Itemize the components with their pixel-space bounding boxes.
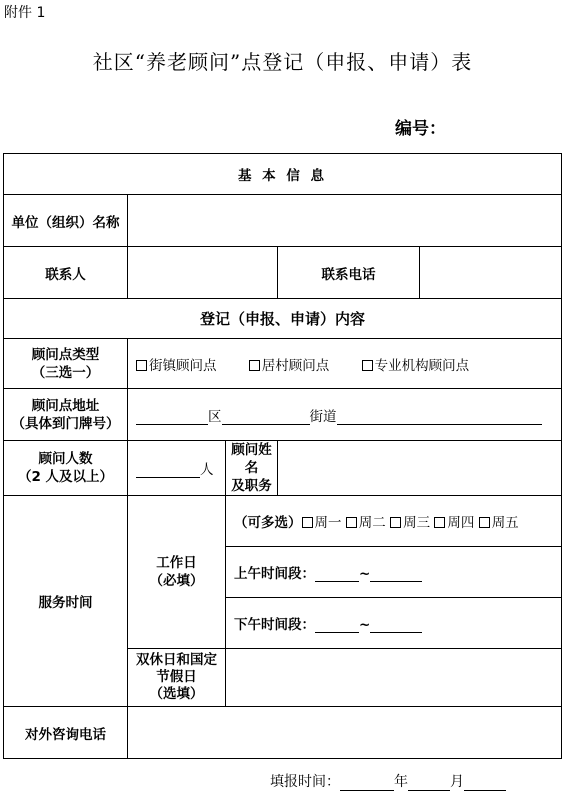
option-street-town[interactable]: [136, 358, 217, 374]
point-type-label-line2: （三选一）: [31, 364, 100, 381]
house-number-blank[interactable]: [337, 410, 542, 425]
advisor-name-label-line1: 顾问姓名: [231, 442, 272, 476]
workday-label-line1: 工作日: [156, 555, 197, 571]
option-professional-institution[interactable]: [362, 358, 470, 374]
advisor-count-label-line2: （2 人及以上）: [17, 469, 114, 485]
weekday-options: [226, 496, 562, 547]
afternoon-label: 下午时间段：: [234, 617, 315, 633]
advisor-name-field[interactable]: [278, 441, 562, 496]
serial-number-label: 编号：: [395, 119, 446, 139]
weekday-label: 周三: [403, 515, 431, 531]
tilde: ~: [359, 566, 371, 582]
street-blank[interactable]: [222, 410, 310, 425]
fill-time: [270, 771, 506, 791]
morning-start-blank[interactable]: [315, 567, 359, 582]
afternoon-time-row: [226, 598, 562, 649]
weekday-label: 周五: [491, 515, 519, 531]
street-label: 街道: [309, 408, 337, 425]
advisor-count-field[interactable]: [128, 441, 226, 496]
year-blank[interactable]: [340, 776, 394, 791]
external-phone-label: 对外咨询电话: [4, 707, 128, 759]
contact-person-label: 联系人: [4, 247, 128, 299]
contact-person-field[interactable]: [128, 247, 278, 299]
checkbox-icon[interactable]: [346, 517, 357, 528]
morning-time-row: [226, 547, 562, 598]
fill-time-label: 填报时间：: [270, 774, 340, 790]
advisor-name-label-line2: 及职务: [231, 478, 272, 494]
option-label: 街镇顾问点: [149, 357, 217, 374]
org-name-label: 单位（组织）名称: [4, 195, 128, 247]
month-label: 月: [450, 774, 464, 790]
checkbox-icon[interactable]: [479, 517, 490, 528]
point-type-label-line1: 顾问点类型: [31, 346, 100, 363]
point-type-options: [128, 339, 562, 389]
weekday-label: 周四: [447, 515, 475, 531]
checkbox-icon[interactable]: [136, 360, 147, 371]
weekday-mon[interactable]: [302, 515, 342, 531]
day-blank[interactable]: [464, 776, 506, 791]
year-label: 年: [394, 774, 408, 790]
weekday-label: 周一: [314, 515, 342, 531]
checkbox-icon[interactable]: [362, 360, 373, 371]
advisor-count-label: [4, 441, 128, 496]
morning-label: 上午时间段：: [234, 566, 315, 582]
checkbox-icon[interactable]: [249, 360, 260, 371]
weekday-tue[interactable]: [346, 515, 386, 531]
point-type-label: [4, 339, 128, 389]
section-basic-info: 基 本 信 息: [4, 154, 562, 195]
holiday-label-line3: （选填）: [149, 686, 204, 702]
weekday-fri[interactable]: [479, 515, 519, 531]
phone-field[interactable]: [420, 247, 562, 299]
address-label-line1: 顾问点地址: [31, 397, 100, 414]
count-blank[interactable]: [136, 463, 200, 478]
holiday-label: [128, 649, 226, 707]
holiday-label-line2: 节假日: [156, 669, 197, 685]
checkbox-icon[interactable]: [390, 517, 401, 528]
section-registration-content: 登记（申报、申请）内容: [4, 299, 562, 339]
option-label: 专业机构顾问点: [374, 357, 470, 374]
phone-label: 联系电话: [278, 247, 420, 299]
workday-label: [128, 496, 226, 649]
service-time-label: 服务时间: [4, 496, 128, 707]
count-unit: 人: [200, 462, 214, 478]
option-residence-village[interactable]: [249, 358, 330, 374]
district-blank[interactable]: [136, 410, 208, 425]
org-name-field[interactable]: [128, 195, 562, 247]
weekday-label: 周二: [358, 515, 386, 531]
option-label: 居村顾问点: [261, 357, 330, 374]
month-blank[interactable]: [408, 776, 450, 791]
tilde: ~: [359, 617, 371, 633]
checkbox-icon[interactable]: [434, 517, 445, 528]
registration-form-table: [3, 153, 562, 759]
form-title: 社区“养老顾问”点登记（申报、申请）表: [92, 50, 473, 74]
external-phone-field[interactable]: [128, 707, 562, 759]
morning-end-blank[interactable]: [370, 567, 422, 582]
advisor-count-label-line1: 顾问人数: [38, 451, 93, 467]
address-label: [4, 389, 128, 441]
holiday-label-line1: 双休日和国定: [136, 652, 217, 668]
district-label: 区: [208, 408, 222, 425]
weekday-thu[interactable]: [434, 515, 474, 531]
workday-label-line2: （必填）: [149, 573, 204, 589]
weekday-wed[interactable]: [390, 515, 430, 531]
checkbox-icon[interactable]: [302, 517, 313, 528]
attachment-label: 附件 1: [4, 5, 46, 21]
afternoon-start-blank[interactable]: [315, 618, 359, 633]
address-label-line2: （具体到门牌号）: [11, 415, 120, 432]
advisor-name-label: [226, 441, 278, 496]
holiday-time-field[interactable]: [226, 649, 562, 707]
address-field[interactable]: [128, 389, 562, 441]
afternoon-end-blank[interactable]: [370, 618, 422, 633]
multi-select-label: （可多选）: [234, 515, 302, 531]
